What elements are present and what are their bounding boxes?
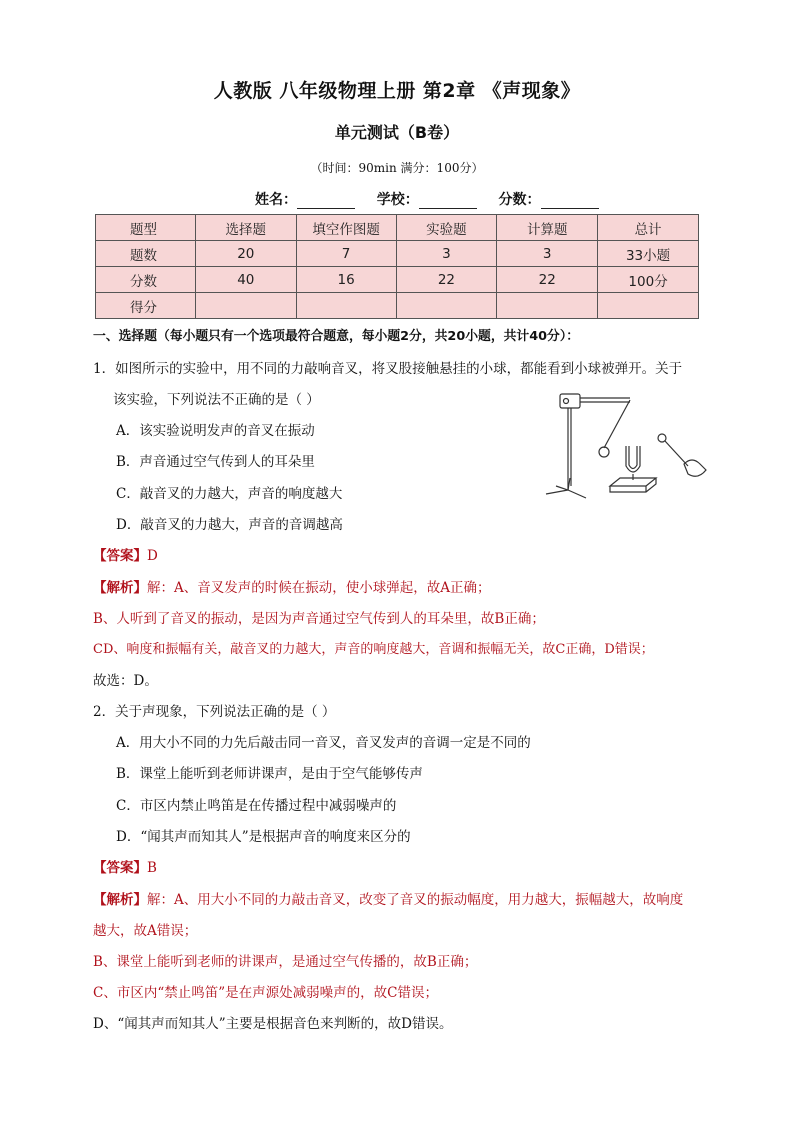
table-header-cell: 计算题 (497, 215, 598, 241)
q2-option-a: A．用大小不同的力先后敲击同一音叉，音叉发声的音调一定是不同的 (116, 735, 531, 751)
q1-analysis-line4: 故选：D。 (93, 673, 158, 689)
table-cell[interactable] (497, 293, 598, 319)
table-header-cell: 选择题 (195, 215, 296, 241)
score-table-header-row (96, 215, 699, 241)
name-blank[interactable] (297, 192, 355, 209)
score-table (95, 214, 699, 319)
stand-base (546, 478, 586, 498)
analysis-label: 【解析】 (93, 580, 147, 596)
q1-analysis-line1 (93, 578, 491, 598)
table-header-cell: 填空作图题 (296, 215, 396, 241)
q2-analysis-line3: B、课堂上能听到老师的讲课声，是通过空气传播的，故B正确； (93, 954, 478, 970)
school-label: 学校： (376, 192, 419, 208)
q2-stem: 2．关于声现象，下列说法正确的是（ ） (93, 704, 336, 720)
q2-analysis-line1 (93, 890, 683, 910)
tuning-fork-figure (538, 386, 708, 511)
q1-stem-line2: 该实验，下列说法不正确的是（ ） (113, 392, 320, 408)
q2-option-d: D．“闻其声而知其人”是根据声音的响度来区分的 (116, 829, 411, 845)
pendulum-string (604, 400, 630, 448)
table-header-cell: 总计 (598, 215, 699, 241)
analysis-text: 解：A、音叉发声的时候在振动，使小球弹起，故A正确； (147, 580, 491, 596)
mallet-handle (665, 441, 688, 466)
name-label: 姓名： (255, 192, 297, 208)
student-info-line (255, 189, 599, 209)
q1-option-c: C．敲音叉的力越大，声音的响度越大 (116, 486, 343, 502)
table-cell: 得分 (96, 293, 196, 319)
table-header-cell: 实验题 (396, 215, 497, 241)
table-cell: 33小题 (598, 241, 699, 267)
table-cell: 40 (195, 267, 296, 293)
table-cell: 22 (497, 267, 598, 293)
analysis-text: 解：A、用大小不同的力敲击音叉，改变了音叉的振动幅度，用力越大，振幅越大，故响度 (147, 892, 684, 908)
table-cell: 题数 (96, 241, 196, 267)
table-cell: 3 (497, 241, 598, 267)
q1-stem-line1: 1．如图所示的实验中，用不同的力敲响音叉，将叉股接触悬挂的小球，都能看到小球被弹开。关于 (93, 361, 683, 377)
section-heading: 一、选择题（每小题只有一个选项最符合题意，每小题2分，共20小题，共计40分）： (93, 329, 580, 344)
q1-analysis-line2: B、人听到了音叉的振动，是因为声音通过空气传到人的耳朵里，故B正确； (93, 611, 545, 627)
page-subtitle: 单元测试（B卷） (334, 123, 460, 142)
answer-label: 【答案】 (93, 548, 147, 564)
table-header-cell: 题型 (96, 215, 196, 241)
q1-analysis-line3: CD、响度和振幅有关，敲音叉的力越大，声音的响度越大，音调和振幅无关，故C正确，D错误； (93, 642, 654, 657)
table-cell: 22 (396, 267, 497, 293)
time-info: （时间：90min 满分：100分） (310, 161, 484, 175)
table-cell: 7 (296, 241, 396, 267)
table-cell: 3 (396, 241, 497, 267)
q1-option-a: A．该实验说明发声的音叉在振动 (116, 423, 315, 439)
q2-analysis-line4: C、市区内“禁止鸣笛”是在声源处减弱噪声的，故C错误； (93, 985, 438, 1001)
school-blank[interactable] (419, 192, 477, 209)
q2-option-b: B．课堂上能听到老师讲课声，是由于空气能够传声 (116, 766, 423, 782)
table-row (96, 241, 699, 267)
q1-option-b: B．声音通过空气传到人的耳朵里 (116, 454, 315, 470)
q2-analysis-line2: 越大，故A错误； (93, 923, 198, 939)
q2-option-c: C．市区内禁止鸣笛是在传播过程中减弱噪声的 (116, 798, 397, 814)
table-cell[interactable] (598, 293, 699, 319)
answer-label: 【答案】 (93, 860, 147, 876)
answer-value: D (147, 548, 158, 564)
q1-option-d: D．敲音叉的力越大，声音的音调越高 (116, 517, 343, 533)
answer-value: B (147, 860, 157, 876)
score-blank[interactable] (541, 192, 599, 209)
table-cell[interactable] (396, 293, 497, 319)
table-cell[interactable] (296, 293, 396, 319)
table-row (96, 293, 699, 319)
table-row (96, 267, 699, 293)
score-label: 分数： (498, 192, 541, 208)
q2-analysis-line5: D、“闻其声而知其人”主要是根据音色来判断的，故D错误。 (93, 1016, 453, 1032)
analysis-label: 【解析】 (93, 892, 147, 908)
q1-answer (93, 546, 158, 566)
hand (684, 460, 706, 476)
mallet-head (658, 434, 666, 442)
table-cell: 100分 (598, 267, 699, 293)
page-title: 人教版 八年级物理上册 第2章 《声现象》 (213, 80, 581, 102)
table-cell: 分数 (96, 267, 196, 293)
pendulum-ball (599, 447, 609, 457)
table-cell: 20 (195, 241, 296, 267)
q2-answer (93, 858, 157, 878)
table-cell[interactable] (195, 293, 296, 319)
table-cell: 16 (296, 267, 396, 293)
